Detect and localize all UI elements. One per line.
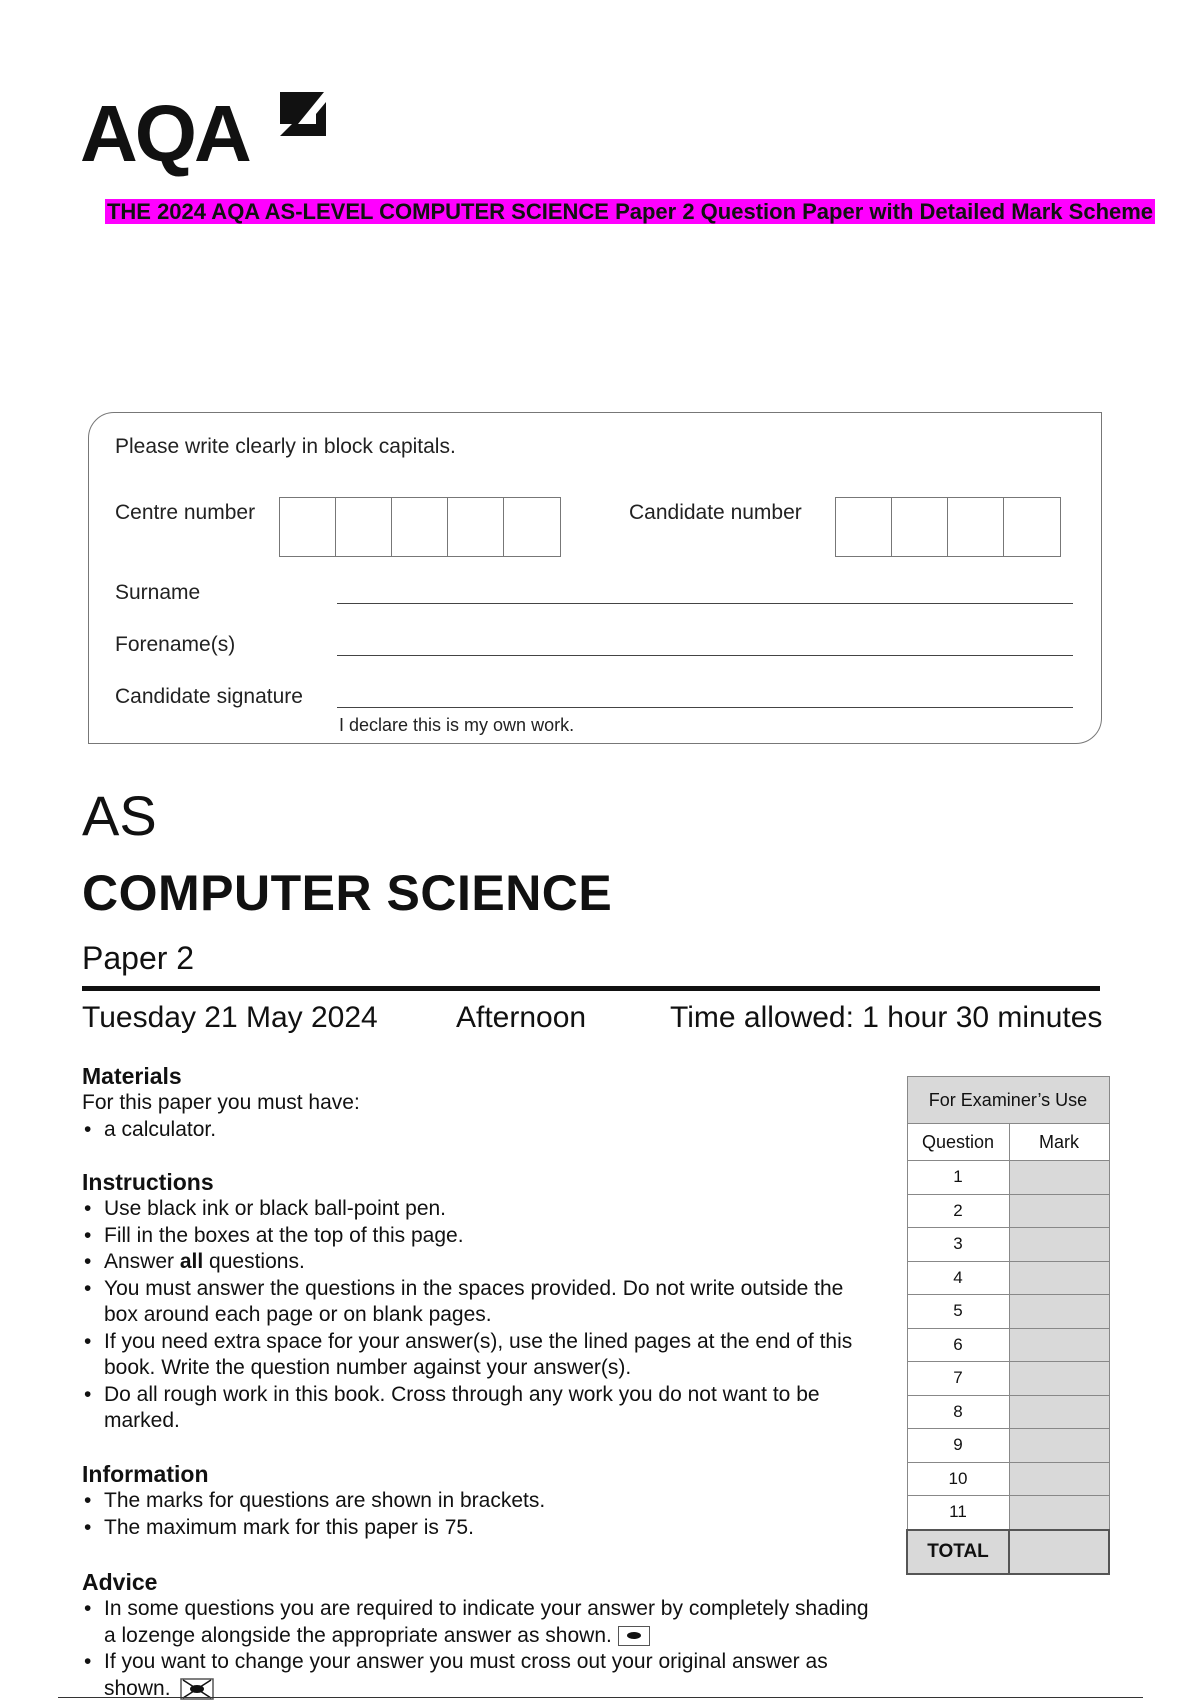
examiner-use-table [906, 1076, 1110, 1575]
instruction-item: • Do all rough work in this book. Cross through any work you do not want to be marked. [82, 1382, 882, 1435]
mark-cell [1009, 1228, 1109, 1262]
forenames-label: Forename(s) [115, 633, 236, 656]
mark-cell [1009, 1328, 1109, 1362]
candidate-number-digit[interactable] [892, 498, 948, 556]
banner-title [95, 198, 1165, 226]
qualification-level: AS [82, 784, 157, 847]
aqa-mark-icon [278, 84, 334, 140]
total-label: TOTAL [907, 1530, 1009, 1574]
advice-section [82, 1568, 882, 1702]
total-mark-cell [1009, 1530, 1109, 1574]
surname-line[interactable] [337, 603, 1073, 604]
mark-cell [1009, 1261, 1109, 1295]
centre-number-digit[interactable] [448, 498, 504, 556]
materials-item: • a calculator. [82, 1117, 882, 1144]
question-number-cell: 7 [907, 1362, 1009, 1396]
candidate-number-digit[interactable] [948, 498, 1004, 556]
exam-date: Tuesday 21 May 2024 [82, 1001, 378, 1034]
question-number-cell: 5 [907, 1295, 1009, 1329]
examiner-row [907, 1328, 1109, 1362]
question-number-cell: 1 [907, 1161, 1009, 1195]
materials-section [82, 1062, 882, 1143]
mark-cell [1009, 1194, 1109, 1228]
candidate-number-grid[interactable] [835, 497, 1061, 557]
information-section [82, 1460, 882, 1541]
instruction-item: • You must answer the questions in the spaces provided. Do not write outside the box around each page or on blank pages. [82, 1276, 882, 1329]
instructions-section [82, 1168, 882, 1435]
examiner-row [907, 1261, 1109, 1295]
question-number-cell: 4 [907, 1261, 1009, 1295]
answer-all-bold: all [179, 1250, 204, 1273]
examiner-row [907, 1362, 1109, 1396]
centre-number-digit[interactable] [336, 498, 392, 556]
question-number-cell: 9 [907, 1429, 1009, 1463]
centre-number-grid[interactable] [279, 497, 561, 557]
examiner-row [907, 1462, 1109, 1496]
advice-item [82, 1596, 882, 1649]
materials-intro: For this paper you must have: [82, 1091, 360, 1114]
advice-text: If you want to change your answer you must cross out your original answer as shown. [104, 1650, 828, 1700]
advice-heading: Advice [82, 1569, 158, 1595]
subject-title: COMPUTER SCIENCE [82, 865, 613, 921]
question-number-cell: 2 [907, 1194, 1009, 1228]
instruction-item-answer-all [82, 1249, 882, 1276]
examiner-use-title: For Examiner’s Use [907, 1077, 1109, 1124]
question-column-header: Question [907, 1124, 1009, 1161]
question-number-cell: 8 [907, 1395, 1009, 1429]
examiner-row [907, 1228, 1109, 1262]
exam-session: Afternoon [456, 1001, 587, 1034]
advice-item [82, 1649, 882, 1702]
materials-heading: Materials [82, 1063, 182, 1089]
heading-divider [82, 986, 1100, 991]
answer-all-post: questions. [203, 1250, 305, 1273]
page-bottom-rule [58, 1697, 1143, 1698]
paper-number: Paper 2 [82, 940, 195, 976]
mark-cell [1009, 1161, 1109, 1195]
information-heading: Information [82, 1461, 209, 1487]
centre-number-digit[interactable] [504, 498, 560, 556]
candidate-number-label: Candidate number [629, 501, 802, 524]
examiner-row [907, 1295, 1109, 1329]
question-number-cell: 10 [907, 1462, 1009, 1496]
examiner-row [907, 1395, 1109, 1429]
examiner-row [907, 1429, 1109, 1463]
examiner-row [907, 1496, 1109, 1530]
surname-label: Surname [115, 581, 201, 604]
question-number-cell: 11 [907, 1496, 1009, 1530]
advice-text: In some questions you are required to indicate your answer by completely shading a lozenge alongside the appropriate answer as shown. [104, 1597, 869, 1647]
instruction-item: • Use black ink or black ball-point pen. [82, 1196, 882, 1223]
block-capitals-instruction: Please write clearly in block capitals. [115, 435, 456, 458]
forenames-line[interactable] [337, 655, 1073, 656]
candidate-number-digit[interactable] [836, 498, 892, 556]
mark-column-header: Mark [1009, 1124, 1109, 1161]
instruction-item: • Fill in the boxes at the top of this page. [82, 1223, 882, 1250]
declaration-text: I declare this is my own work. [339, 715, 575, 735]
examiner-row [907, 1194, 1109, 1228]
question-number-cell: 6 [907, 1328, 1009, 1362]
centre-number-digit[interactable] [392, 498, 448, 556]
banner-text: THE 2024 AQA AS-LEVEL COMPUTER SCIENCE Paper 2 Question Paper with Detailed Mark Scheme [106, 199, 1154, 224]
mark-cell [1009, 1496, 1109, 1530]
mark-cell [1009, 1395, 1109, 1429]
candidate-details-box [88, 412, 1102, 744]
mark-cell [1009, 1462, 1109, 1496]
information-item: • The maximum mark for this paper is 75. [82, 1515, 882, 1542]
examiner-row [907, 1161, 1109, 1195]
logo-text: AQA [80, 89, 249, 178]
mark-cell [1009, 1295, 1109, 1329]
information-item: • The marks for questions are shown in brackets. [82, 1488, 882, 1515]
signature-line[interactable] [337, 707, 1073, 708]
instructions-heading: Instructions [82, 1169, 214, 1195]
centre-number-label: Centre number [115, 501, 256, 524]
question-number-cell: 3 [907, 1228, 1009, 1262]
mark-cell [1009, 1362, 1109, 1396]
instruction-item: • If you need extra space for your answer(s), use the lined pages at the end of this book. Write the question number against your answer(s). [82, 1329, 882, 1382]
signature-label: Candidate signature [115, 685, 303, 708]
time-allowed: Time allowed: 1 hour 30 minutes [670, 1001, 1103, 1034]
answer-all-pre: Answer [104, 1250, 180, 1273]
shaded-lozenge-icon [618, 1626, 650, 1646]
candidate-number-digit[interactable] [1004, 498, 1060, 556]
mark-cell [1009, 1429, 1109, 1463]
aqa-logo [80, 84, 350, 184]
centre-number-digit[interactable] [280, 498, 336, 556]
